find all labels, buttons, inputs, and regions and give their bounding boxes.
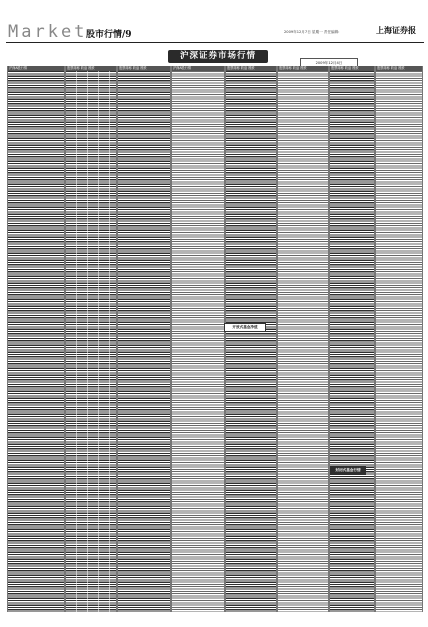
- market-wordmark: Market: [8, 22, 88, 42]
- trading-date-note: 2009年12月4日: [300, 58, 358, 68]
- quote-column: [329, 66, 375, 612]
- quote-column: [277, 66, 329, 612]
- quote-rows: [118, 71, 170, 612]
- quote-column: [65, 66, 117, 612]
- quote-column: [7, 66, 65, 612]
- quote-rows: [8, 71, 64, 612]
- column-header: 股票简称 收盘 涨跌: [278, 66, 328, 71]
- fund-section-label: 开放式基金净值: [224, 323, 266, 332]
- column-header: 股票简称 收盘 涨跌: [376, 66, 422, 71]
- date-line: 2009年12月7日 星期一 责任编辑:: [284, 30, 340, 34]
- quote-rows: [66, 71, 116, 612]
- page-title-banner: 沪深证券市场行情: [168, 50, 268, 63]
- quote-column: [225, 66, 277, 612]
- quote-rows: [376, 71, 422, 612]
- quote-rows: [278, 71, 328, 612]
- masthead: [0, 0, 428, 46]
- column-header: 股票简称 收盘 涨跌: [226, 66, 276, 71]
- column-header: 沪深A股行情: [8, 66, 64, 71]
- quote-rows: [330, 71, 374, 612]
- column-header: 沪深A股行情: [172, 66, 224, 71]
- column-header: 股票简称 收盘 涨跌: [66, 66, 116, 71]
- quote-rows: [226, 71, 276, 612]
- column-header: 股票简称 收盘 涨跌: [330, 66, 374, 71]
- newspaper-name: 上海证券报: [376, 25, 416, 35]
- quote-column: [171, 66, 225, 612]
- quote-rows: [172, 71, 224, 612]
- header-rule: [6, 42, 424, 43]
- quote-table-grid: [7, 66, 421, 612]
- closed-fund-section-label: 封闭式基金行情: [330, 466, 366, 475]
- column-header: 股票简称 收盘 涨跌: [118, 66, 170, 71]
- quote-column: [117, 66, 171, 612]
- quote-column: [375, 66, 423, 612]
- section-label: 股市行情/9: [86, 30, 132, 40]
